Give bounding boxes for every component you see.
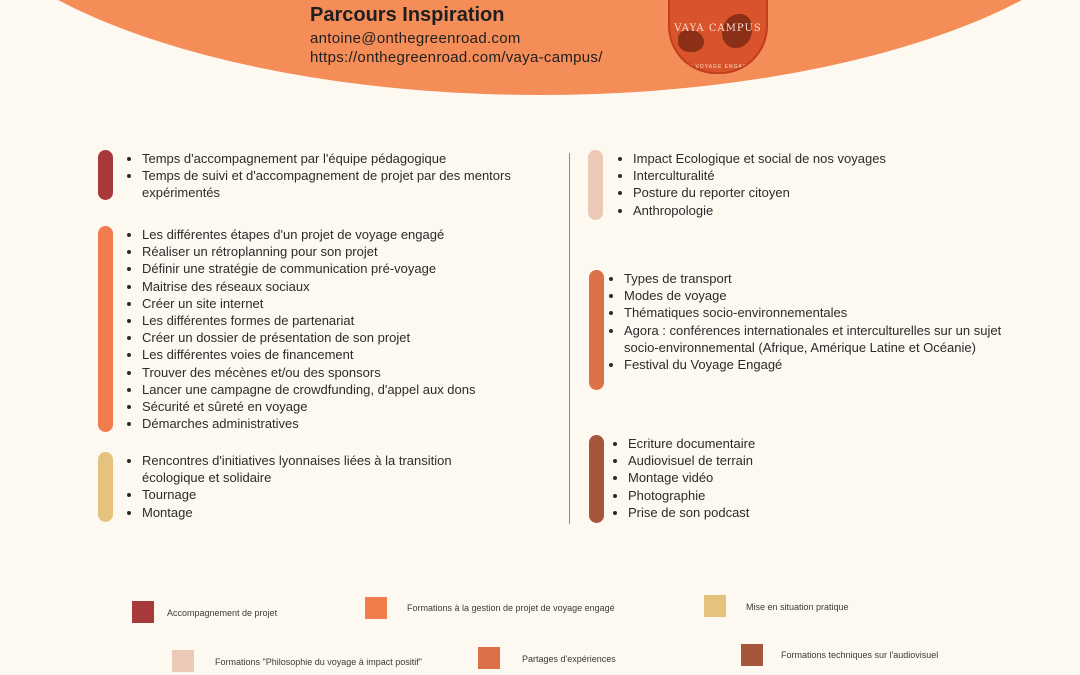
list-item: • Impact Ecologique et social de nos voyages — [633, 150, 1033, 167]
list-item: • Rencontres d'initiatives lyonnaises liées à la transition écologique et solidaire — [142, 452, 512, 486]
list-item: • Réaliser un rétroplanning pour son projet — [142, 243, 562, 260]
list-item: • Anthropologie — [633, 202, 1033, 219]
list-item: • Agora : conférences internationales et interculturelles sur un sujet socio-environnemental (Afrique, Amérique Latine et Océanie) — [624, 322, 1014, 356]
list-item: • Posture du reporter citoyen — [633, 184, 1033, 201]
category-bar — [98, 150, 113, 200]
logo-text: VAYA CAMPUS — [674, 23, 762, 34]
legend-swatch — [704, 595, 726, 617]
legend-swatch — [132, 601, 154, 623]
column-divider — [569, 153, 570, 524]
list-item: • Trouver des mécènes et/ou des sponsors — [142, 364, 562, 381]
legend-label: Formations techniques sur l'audiovisuel — [781, 650, 939, 660]
list-item: • Les différentes étapes d'un projet de voyage engagé — [142, 226, 562, 243]
list-item: • Festival du Voyage Engagé — [624, 356, 1014, 373]
item-list — [126, 150, 542, 202]
list-item: • Montage vidéo — [628, 469, 928, 486]
category-bar — [589, 435, 604, 523]
item-list — [617, 150, 1033, 219]
list-item: • Ecriture documentaire — [628, 435, 928, 452]
list-item: • Modes de voyage — [624, 287, 1014, 304]
list-item: • Tournage — [142, 486, 512, 503]
list-item: • Lancer une campagne de crowdfunding, d'appel aux dons — [142, 381, 562, 398]
legend-swatch — [478, 647, 500, 669]
category-bar — [589, 270, 604, 390]
contact-url[interactable]: https://onthegreenroad.com/vaya-campus/ — [310, 49, 603, 66]
legend-label: Mise en situation pratique — [746, 602, 849, 612]
category-bar — [588, 150, 603, 220]
list-item: • Sécurité et sûreté en voyage — [142, 398, 562, 415]
list-item: • Maitrise des réseaux sociaux — [142, 278, 562, 295]
list-item: • Les différentes formes de partenariat — [142, 312, 562, 329]
page-title: Parcours Inspiration — [310, 4, 505, 26]
list-item: • Thématiques socio-environnementales — [624, 304, 1014, 321]
legend-swatch — [172, 650, 194, 672]
list-item: • Audiovisuel de terrain — [628, 452, 928, 469]
list-item: • Définir une stratégie de communication pré-voyage — [142, 260, 562, 277]
list-item: • Types de transport — [624, 270, 1014, 287]
list-item: • Interculturalité — [633, 167, 1033, 184]
legend-label: Formations "Philosophie du voyage à impact positif" — [215, 657, 422, 667]
legend-label: Formations à la gestion de projet de voyage engagé — [407, 603, 615, 613]
list-item: • Prise de son podcast — [628, 504, 928, 521]
header-band — [0, 0, 1080, 95]
logo-subtext: DU VOYAGE ENGAGE — [683, 64, 753, 70]
item-list — [126, 226, 562, 432]
item-list — [608, 270, 1014, 373]
category-bar — [98, 226, 113, 432]
item-list — [126, 452, 512, 521]
category-bar — [98, 452, 113, 522]
list-item: • Temps de suivi et d'accompagnement de projet par des mentors expérimentés — [142, 167, 542, 201]
contact-email[interactable]: antoine@onthegreenroad.com — [310, 30, 521, 47]
legend-label: Partages d'expériences — [522, 654, 616, 664]
legend-swatch — [741, 644, 763, 666]
legend-label: Accompagnement de projet — [167, 608, 278, 618]
list-item: • Créer un site internet — [142, 295, 562, 312]
item-list — [612, 435, 928, 521]
list-item: • Démarches administratives — [142, 415, 562, 432]
list-item: • Montage — [142, 504, 512, 521]
list-item: • Photographie — [628, 487, 928, 504]
legend-swatch — [365, 597, 387, 619]
list-item: • Créer un dossier de présentation de son projet — [142, 329, 562, 346]
list-item: • Temps d'accompagnement par l'équipe pédagogique — [142, 150, 542, 167]
list-item: • Les différentes voies de financement — [142, 346, 562, 363]
